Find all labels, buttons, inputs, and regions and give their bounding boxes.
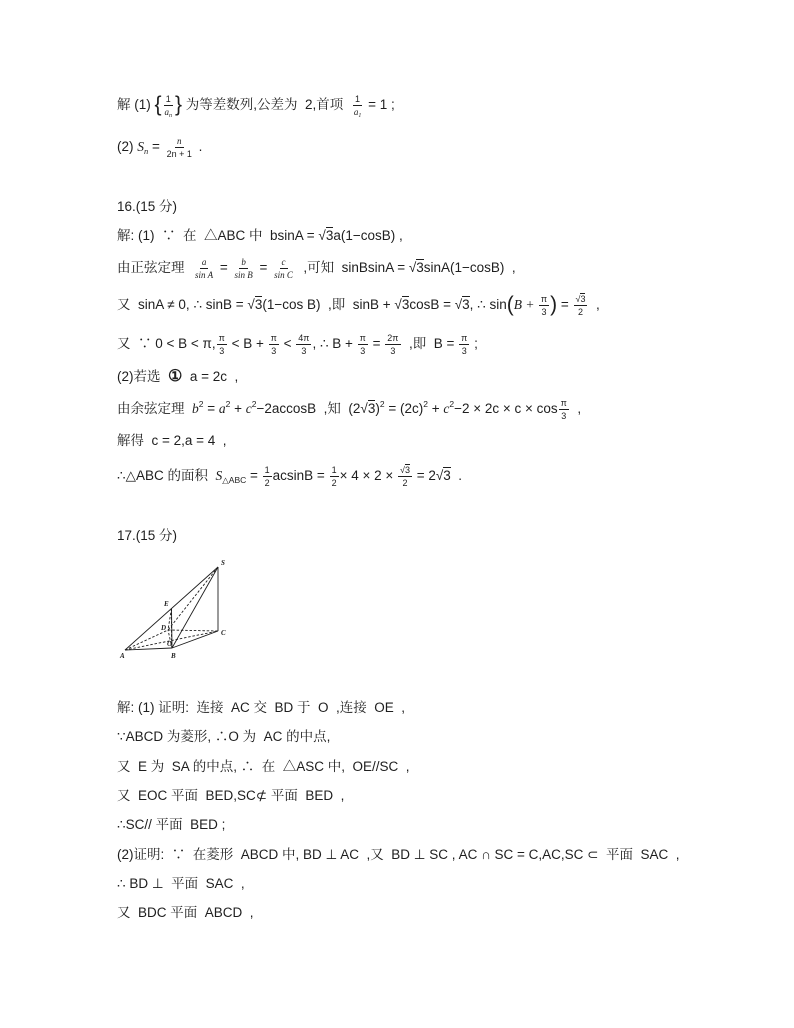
q17-line-7: ∴ BD ⊥ 平面 SAC , bbox=[117, 876, 245, 891]
figure-edges bbox=[125, 567, 218, 650]
sqrt-radicand: 3 bbox=[325, 228, 334, 243]
text-fragment: 为等差数列,公差为 2,首项 bbox=[182, 97, 351, 112]
subscript: n bbox=[169, 112, 173, 119]
vertex-label-c: C bbox=[221, 629, 226, 637]
brace-close: } bbox=[175, 93, 183, 116]
text-fragment: = bbox=[148, 139, 164, 154]
fraction-denominator: 3 bbox=[390, 345, 396, 356]
fraction-numerator bbox=[574, 293, 588, 306]
q17-line-2: ∵ABCD 为菱形, ∴O 为 AC 的中点, bbox=[117, 729, 331, 744]
fraction-numerator: 1 bbox=[263, 465, 272, 477]
fraction-numerator: c bbox=[280, 257, 288, 269]
fraction bbox=[217, 333, 227, 357]
fraction-denominator: 3 bbox=[461, 345, 467, 356]
fraction-denominator: 2 bbox=[264, 477, 270, 488]
fraction bbox=[263, 465, 272, 489]
q17-line-5: ∴SC// 平面 BED ; bbox=[117, 817, 226, 832]
fraction-denominator: sin A bbox=[195, 269, 214, 280]
fraction-numerator: π bbox=[459, 333, 469, 345]
edge-sd bbox=[168, 567, 218, 630]
vertex-label-e: E bbox=[164, 600, 169, 608]
circled-number: ① bbox=[168, 368, 183, 385]
fraction-numerator bbox=[398, 464, 412, 477]
fraction-denominator: 2 bbox=[402, 478, 408, 489]
paren-close: ) bbox=[550, 293, 558, 316]
text-fragment: ,可知 sinBsinA = √ bbox=[295, 260, 417, 275]
text-fragment: ; bbox=[470, 336, 478, 351]
fraction-denominator: 3 bbox=[271, 345, 277, 356]
text-fragment: ∴△ABC 的面积 bbox=[117, 468, 216, 483]
text-fragment: = bbox=[246, 468, 262, 483]
text-fragment: a(1−cosB) , bbox=[333, 228, 403, 243]
vertex-label-b: B bbox=[171, 652, 176, 660]
sqrt-sign: √ bbox=[400, 465, 405, 476]
q16-line-1 bbox=[117, 221, 403, 251]
text-fragment: (1−cos B) ,即 sinB + √ bbox=[262, 297, 402, 312]
q17-line-8: 又 BDC 平面 ABCD , bbox=[117, 905, 254, 920]
math-variable: a bbox=[218, 401, 226, 416]
q17-line-4: 又 EOC 平面 BED,SC⊄ 平面 BED , bbox=[117, 788, 345, 803]
text-fragment: = bbox=[216, 260, 232, 275]
fraction-denominator: sin C bbox=[274, 269, 293, 280]
q16-line-5 bbox=[117, 362, 238, 392]
vertex-label-a: A bbox=[120, 652, 125, 660]
superscript: 2 bbox=[423, 399, 428, 409]
q16-line-3 bbox=[117, 290, 600, 320]
superscript: 2 bbox=[449, 399, 455, 409]
fraction bbox=[385, 333, 400, 357]
q15-line-1 bbox=[117, 90, 395, 120]
text-fragment: + bbox=[427, 401, 444, 416]
text-fragment: ) bbox=[375, 401, 380, 416]
math-variable: c bbox=[245, 401, 252, 416]
fraction-numerator: 1 bbox=[164, 94, 173, 106]
sqrt-radicand: 3 bbox=[580, 294, 586, 305]
fraction-denominator bbox=[352, 106, 364, 117]
text-fragment: , bbox=[588, 297, 600, 312]
q16-line-6 bbox=[117, 394, 581, 424]
text-fragment: < B + bbox=[227, 336, 268, 351]
text-fragment: < bbox=[279, 336, 296, 351]
fraction-denominator: 2n + 1 bbox=[166, 148, 192, 159]
vertex-label-d: D bbox=[161, 624, 167, 632]
fraction bbox=[272, 257, 295, 281]
superscript: 2 bbox=[379, 399, 385, 409]
q15-line-2 bbox=[117, 132, 202, 162]
fraction-numerator: π bbox=[217, 333, 227, 345]
text-fragment: −2 × 2c × c × cos bbox=[454, 401, 558, 416]
text-fragment: a = 2c , bbox=[182, 369, 239, 384]
edge-sb bbox=[172, 567, 218, 648]
subscript: △ABC bbox=[222, 475, 247, 485]
text-fragment: . bbox=[194, 139, 203, 154]
edge-bc bbox=[172, 631, 218, 648]
text-fragment: , ∴ B + bbox=[312, 336, 357, 351]
fraction bbox=[193, 257, 215, 281]
fraction-denominator: 3 bbox=[561, 410, 567, 421]
q16-line-8 bbox=[117, 461, 462, 491]
edge-ab bbox=[125, 648, 172, 650]
edge-dc bbox=[168, 630, 218, 631]
fraction-denominator: 3 bbox=[541, 306, 547, 317]
sqrt-radicand: 3 bbox=[367, 401, 376, 416]
math-variable: c bbox=[443, 401, 450, 416]
text-fragment: 由正弦定理 bbox=[117, 260, 193, 275]
q17-line-1: 解: (1) 证明: 连接 AC 交 BD 于 O ,连接 OE , bbox=[117, 700, 406, 715]
text-fragment: (2)若选 bbox=[117, 369, 169, 384]
fraction-numerator: π bbox=[358, 333, 368, 345]
math-variable: b bbox=[192, 401, 199, 416]
fraction-numerator: π bbox=[539, 294, 549, 306]
fraction-denominator: 2 bbox=[331, 477, 337, 488]
fraction-denominator: 3 bbox=[301, 345, 307, 356]
fraction-numerator: b bbox=[239, 257, 248, 269]
text-fragment: acsinB = bbox=[272, 468, 329, 483]
fraction bbox=[233, 257, 255, 281]
text-fragment: , ∴ sin bbox=[469, 297, 507, 312]
q17-heading: 17.(15 分) bbox=[117, 528, 178, 543]
text-fragment: , bbox=[569, 401, 582, 416]
text-fragment: ,即 B = bbox=[401, 336, 459, 351]
q16-line-2 bbox=[117, 253, 516, 283]
text-fragment: cosB = √ bbox=[409, 297, 463, 312]
subscript: n bbox=[144, 146, 149, 156]
fraction-numerator: π bbox=[559, 398, 569, 410]
q17-line-6: (2)证明: ∵ 在菱形 ABCD 中, BD ⊥ AC ,又 BD ⊥ SC , AC ∩ SC = C,AC,SC ⊂ 平面 SAC , bbox=[117, 847, 680, 862]
sqrt-radicand: 3 bbox=[416, 260, 424, 275]
text-fragment: 又 ∵ 0 < B < π, bbox=[117, 336, 216, 351]
text-fragment: = bbox=[203, 401, 219, 416]
fraction bbox=[574, 293, 588, 318]
fraction-numerator: 1 bbox=[353, 94, 362, 106]
fraction bbox=[163, 94, 175, 118]
fraction-numerator: 4π bbox=[296, 333, 311, 345]
paren-open: ( bbox=[506, 293, 514, 316]
fraction bbox=[352, 94, 364, 118]
fraction bbox=[330, 465, 339, 489]
superscript: 2 bbox=[251, 399, 257, 409]
fraction bbox=[165, 136, 194, 160]
math-variable: S bbox=[215, 468, 223, 483]
q16-line-7: 解得 c = 2,a = 4 , bbox=[117, 433, 227, 448]
text-fragment: = bbox=[368, 336, 385, 351]
fraction-denominator: 3 bbox=[360, 345, 366, 356]
text-fragment: = 1 ; bbox=[364, 97, 395, 112]
text-fragment: + bbox=[230, 401, 246, 416]
text-fragment: = bbox=[557, 297, 573, 312]
fraction-denominator: 2 bbox=[577, 307, 583, 318]
subscript: 1 bbox=[358, 112, 362, 119]
math-variable: S bbox=[137, 139, 144, 154]
fraction-numerator: π bbox=[269, 333, 279, 345]
q17-line-3: 又 E 为 SA 的中点, ∴ 在 △ASC 中, OE//SC , bbox=[117, 759, 410, 774]
fraction-numerator: 2π bbox=[385, 333, 400, 345]
fraction bbox=[269, 333, 279, 357]
sqrt-radicand: 3 bbox=[462, 297, 470, 312]
text-fragment: = bbox=[255, 260, 272, 275]
fraction-numerator: 1 bbox=[330, 465, 339, 477]
superscript: 2 bbox=[198, 399, 204, 409]
pyramid-figure bbox=[117, 556, 237, 662]
text-fragment: = 2√ bbox=[412, 468, 444, 483]
text-fragment: B + bbox=[513, 297, 538, 312]
fraction bbox=[559, 398, 569, 422]
sqrt-radicand: 3 bbox=[401, 297, 410, 312]
fraction-denominator bbox=[163, 106, 175, 117]
fraction-denominator-base: a bbox=[164, 106, 170, 117]
text-fragment: sinA(1−cosB) , bbox=[423, 260, 516, 275]
fraction bbox=[539, 294, 549, 318]
text-fragment: 又 sinA ≠ 0, ∴ sinB = √ bbox=[117, 297, 255, 312]
fraction bbox=[398, 464, 412, 489]
superscript: 2 bbox=[225, 399, 231, 409]
brace-open: { bbox=[154, 93, 162, 116]
text-fragment: . bbox=[450, 468, 463, 483]
fraction bbox=[358, 333, 368, 357]
text-fragment: 由余弦定理 bbox=[117, 401, 193, 416]
sqrt-radicand: 3 bbox=[254, 297, 263, 312]
text-fragment: 解 (1) bbox=[117, 97, 155, 112]
vertex-label-o: O bbox=[167, 640, 173, 648]
text-fragment: 解: (1) ∵ 在 △ABC 中 bsinA = √ bbox=[117, 228, 326, 243]
sqrt-radicand: 3 bbox=[404, 465, 410, 476]
fraction bbox=[296, 333, 311, 357]
text-fragment: (2) bbox=[117, 139, 138, 154]
fraction-denominator: 3 bbox=[219, 345, 225, 356]
text-fragment: × 4 × 2 × bbox=[339, 468, 397, 483]
q16-line-4 bbox=[117, 329, 478, 359]
edge-ad bbox=[125, 630, 168, 650]
fraction-numerator: n bbox=[175, 136, 184, 148]
text-fragment: −2accosB ,知 (2√ bbox=[256, 401, 368, 416]
vertex-label-s: S bbox=[221, 559, 225, 567]
q16-heading: 16.(15 分) bbox=[117, 199, 178, 214]
text-fragment: = (2c) bbox=[384, 401, 424, 416]
sqrt-sign: √ bbox=[575, 294, 581, 305]
fraction bbox=[459, 333, 469, 357]
fraction-numerator: a bbox=[200, 257, 209, 269]
fraction-denominator-base: a bbox=[353, 106, 359, 117]
sqrt-radicand: 3 bbox=[443, 468, 451, 483]
fraction-denominator: sin B bbox=[234, 269, 253, 280]
